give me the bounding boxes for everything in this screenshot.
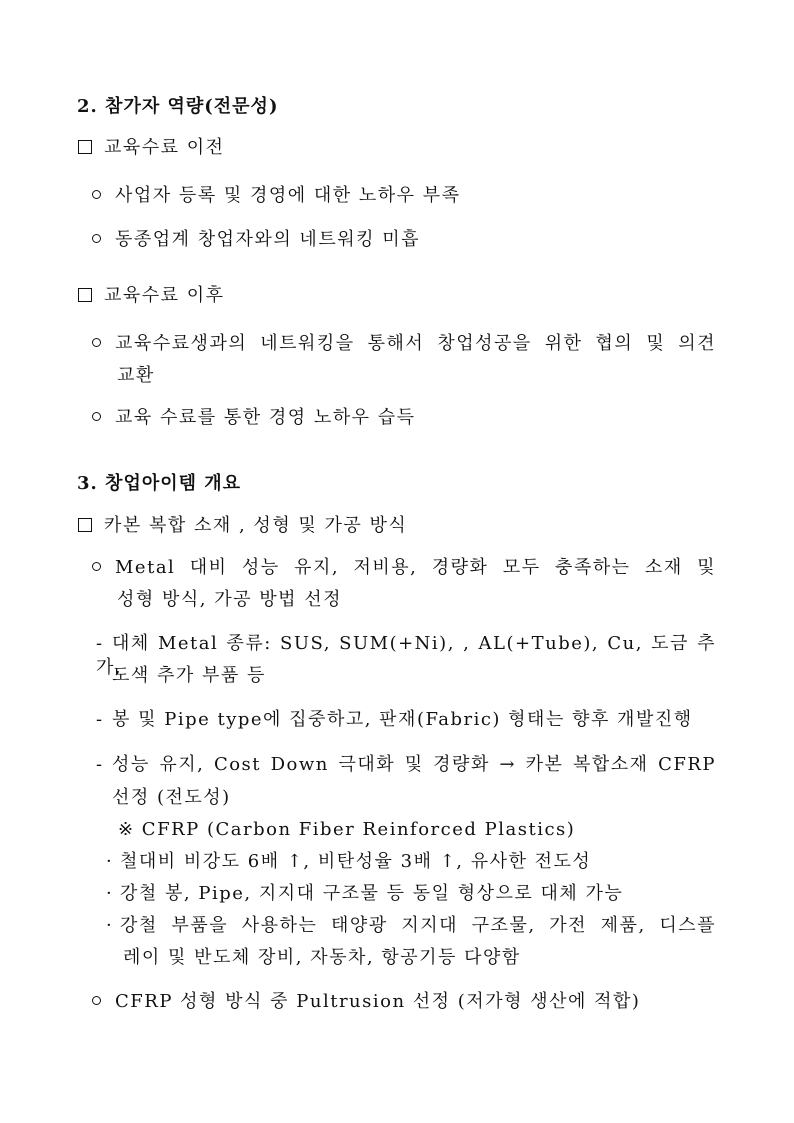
circle-bullet-icon [92, 234, 101, 243]
dash-marker: - [96, 709, 104, 730]
list-item [92, 406, 416, 430]
circle-bullet-icon [92, 562, 101, 571]
dash-marker: - [96, 633, 104, 654]
dash-marker: - [96, 754, 104, 775]
list-item [92, 332, 716, 356]
list-item-text: Metal 대비 성능 유지, 저비용, 경량화 모두 충족하는 소재 및 [115, 557, 716, 578]
dash-item-continuation: 선정 (전도성) [112, 787, 231, 808]
after-training-label: 교육수료 이후 [104, 285, 225, 306]
circle-bullet-icon [92, 338, 101, 347]
dot-bullet-text: 강철 부품을 사용하는 태양광 지지대 구조물, 가전 제품, 디스플 [120, 915, 716, 936]
list-item [92, 184, 461, 208]
before-training-label: 교육수료 이전 [104, 137, 225, 158]
dot-bullet-text: 강철 봉, Pipe, 지지대 구조물 등 동일 형상으로 대체 가능 [120, 883, 624, 904]
checkbox-square-icon [78, 518, 92, 532]
dash-item-text: 성능 유지, Cost Down 극대화 및 경량화 → 카본 복합소재 CFRP [112, 754, 716, 775]
dash-item [96, 708, 693, 732]
list-item-text: 사업자 등록 및 경영에 대한 노하우 부족 [115, 185, 461, 206]
dot-marker: · [106, 915, 114, 936]
circle-bullet-icon [92, 996, 101, 1005]
section-2-heading: 2. 참가자 역량(전문성) [77, 96, 279, 117]
dash-item-continuation: 도색 추가 부품 등 [112, 665, 266, 686]
dash-item-text: 봉 및 Pipe type에 집중하고, 판재(Fabric) 형태는 향후 개발진행 [112, 709, 693, 730]
before-training-title [78, 136, 225, 160]
circle-bullet-icon [92, 412, 101, 421]
dot-bullet-continuation: 레이 및 반도체 장비, 자동차, 항공기등 다양함 [123, 947, 521, 968]
after-training-title [78, 284, 225, 308]
list-item-text: 동종업계 창업자와의 네트워킹 미흡 [115, 229, 420, 250]
section-3-heading: 3. 창업아이템 개요 [77, 473, 242, 494]
list-item-text: 교육 수료를 통한 경영 노하우 습득 [115, 407, 416, 428]
dot-bullet-item [106, 850, 591, 874]
dot-bullet-item [106, 882, 623, 906]
list-item [92, 556, 716, 580]
list-item [92, 228, 420, 252]
dot-marker: · [106, 883, 114, 904]
dot-bullet-text: 철대비 비강도 6배 ↑, 비탄성율 3배 ↑, 유사한 전도성 [120, 851, 592, 872]
dot-marker: · [106, 851, 114, 872]
checkbox-square-icon [78, 288, 92, 302]
section-3-subtitle [78, 514, 407, 538]
list-item-text: 교육수료생과의 네트워킹을 통해서 창업성공을 위한 협의 및 의견 [115, 333, 716, 354]
list-item-continuation: 교환 [117, 365, 155, 386]
subtitle-label: 카본 복합 소재 , 성형 및 가공 방식 [104, 515, 408, 536]
list-item-text: CFRP 성형 방식 중 Pultrusion 선정 (저가형 생산에 적합) [115, 991, 641, 1012]
checkbox-square-icon [78, 140, 92, 154]
list-item [92, 990, 640, 1014]
dot-bullet-item [106, 914, 716, 938]
list-item-continuation: 성형 방식, 가공 방법 선정 [117, 589, 342, 610]
circle-bullet-icon [92, 190, 101, 199]
dash-item [96, 753, 716, 777]
dash-item-text: 대체 Metal 종류: SUS, SUM(+Ni), , AL(+Tube), Cu, 도금 추가, [96, 633, 716, 678]
cfrp-note: ※ CFRP (Carbon Fiber Reinforced Plastics) [118, 819, 576, 840]
